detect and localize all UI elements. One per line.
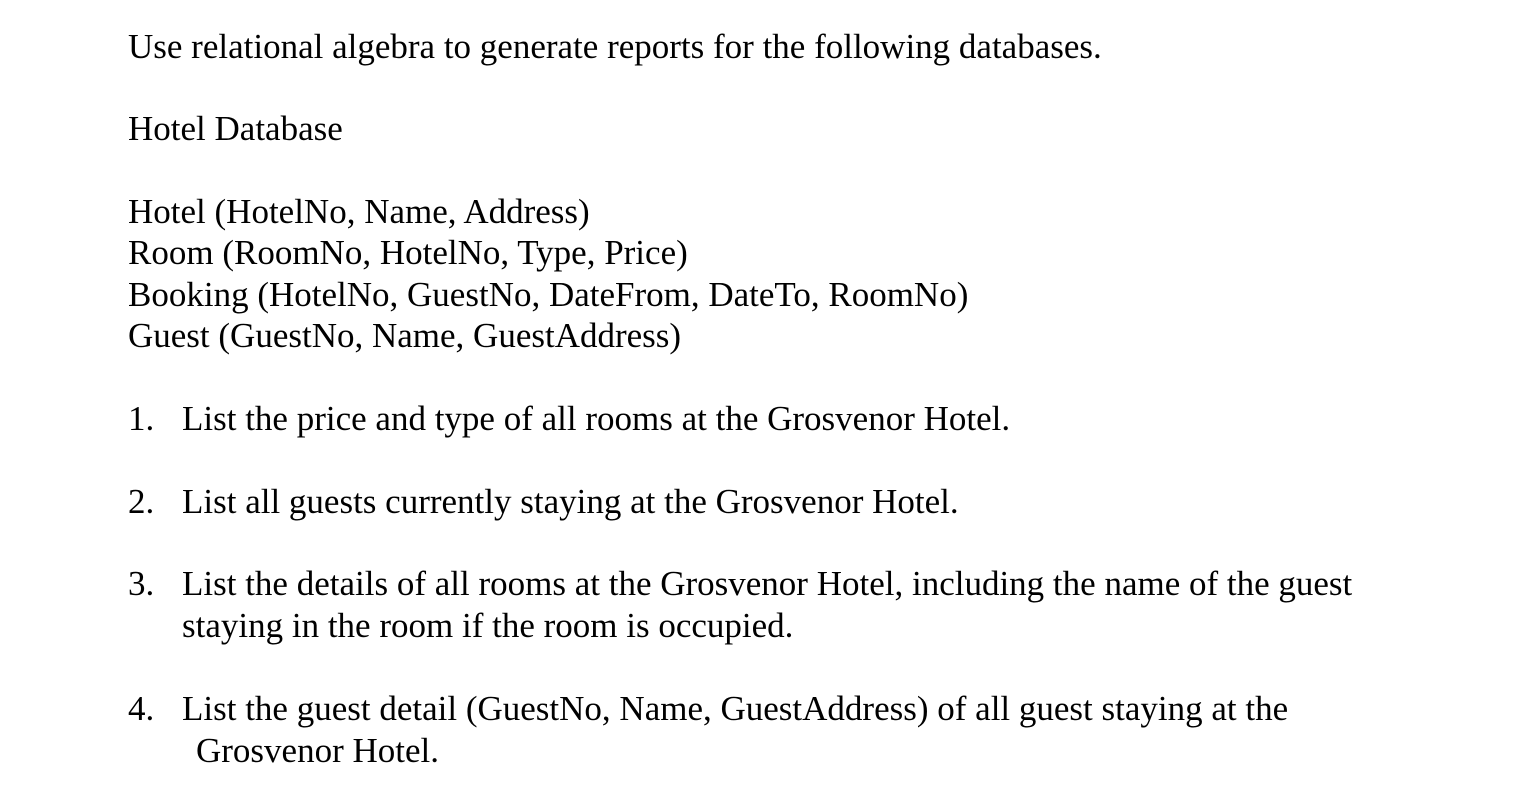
- question-number: 3.: [128, 564, 155, 603]
- question-3: [128, 563, 1428, 647]
- database-title: Hotel Database: [128, 109, 343, 148]
- schema-booking: Booking (HotelNo, GuestNo, DateFrom, DateTo, RoomNo): [128, 275, 969, 314]
- instruction-text: Use relational algebra to generate reports for the following databases.: [128, 27, 1102, 66]
- question-text-continuation: staying in the room if the room is occupied.: [182, 606, 794, 645]
- question-text: List the guest detail (GuestNo, Name, GuestAddress) of all guest staying at the: [182, 689, 1289, 728]
- question-1: [128, 398, 1428, 440]
- schema-hotel: Hotel (HotelNo, Name, Address): [128, 192, 590, 231]
- question-number: 4.: [128, 689, 155, 728]
- question-text-continuation: Grosvenor Hotel.: [196, 731, 440, 770]
- schema-guest: Guest (GuestNo, Name, GuestAddress): [128, 316, 682, 355]
- question-2: [128, 481, 1428, 523]
- question-text: List the details of all rooms at the Grosvenor Hotel, including the name of the guest: [182, 564, 1353, 603]
- question-text: List the price and type of all rooms at the Grosvenor Hotel.: [182, 399, 1011, 438]
- question-4: [128, 688, 1428, 772]
- question-text: List all guests currently staying at the Grosvenor Hotel.: [182, 482, 959, 521]
- schema-room: Room (RoomNo, HotelNo, Type, Price): [128, 233, 688, 272]
- question-number: 1.: [128, 399, 155, 438]
- question-number: 2.: [128, 482, 155, 521]
